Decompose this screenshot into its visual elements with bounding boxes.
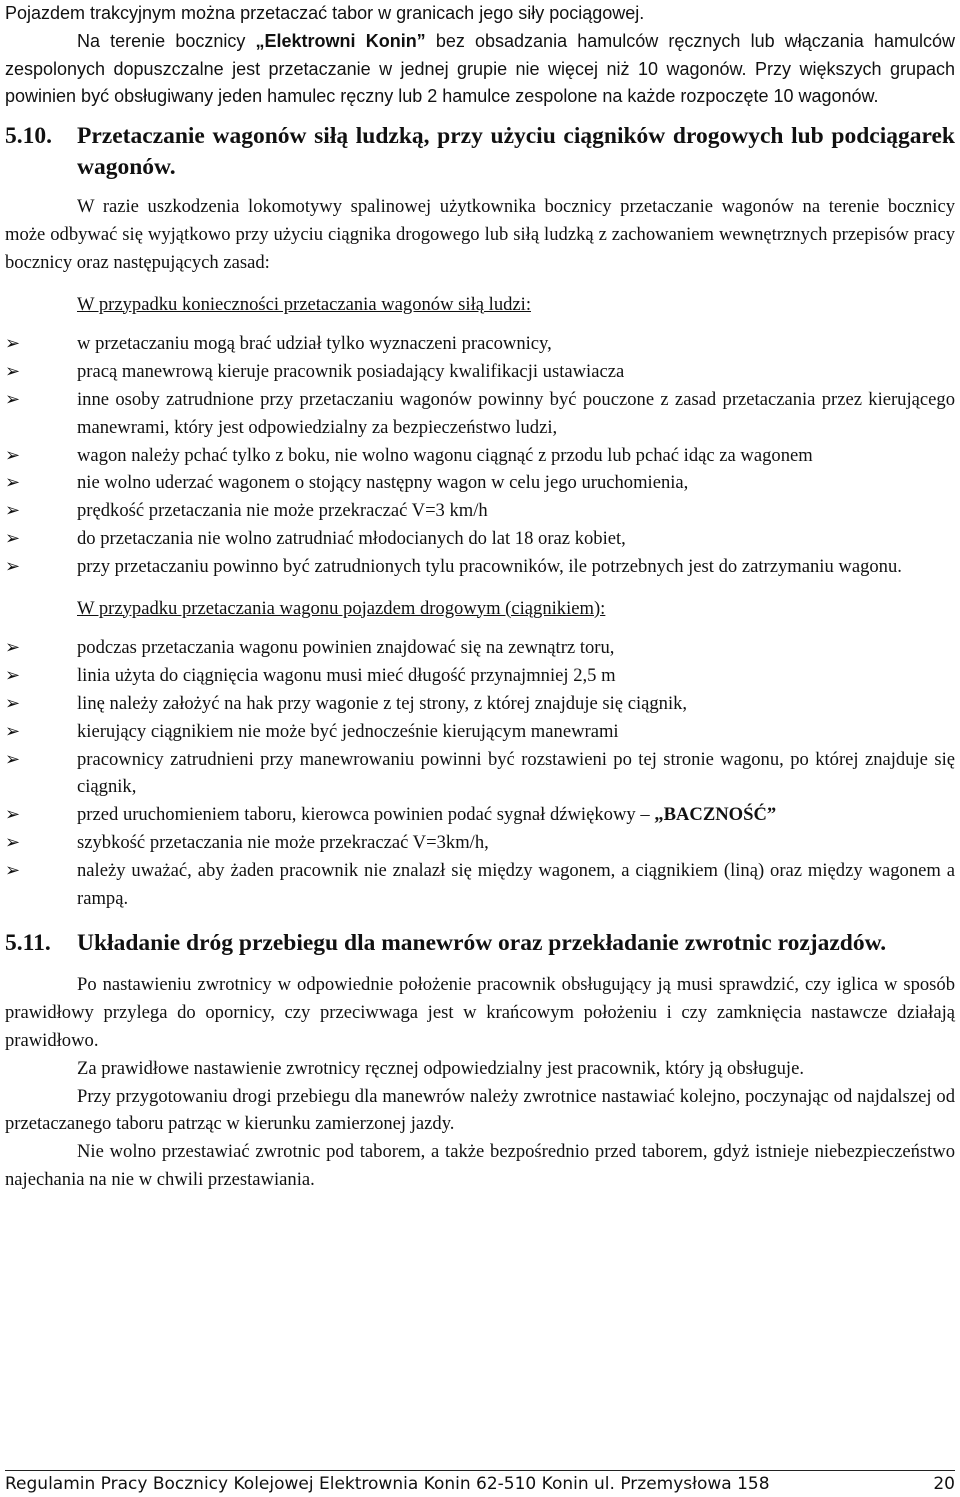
intro-paragraph-2 xyxy=(5,28,955,111)
section-5-11-paragraph: Przy przygotowaniu drogi przebiegu dla manewrów należy zwrotnice nastawiać kolejno, poczynając od najdalszej od przetaczanego taboru patrząc w kierunku zamierzonej jazdy. xyxy=(5,1085,955,1135)
arrowhead-bullet-icon: ➢ xyxy=(5,692,21,714)
list-item: ➢ należy uważać, aby żaden pracownik nie znalazł się między wagonem, a ciągnikiem (liną) oraz między wagonem a rampą. xyxy=(5,857,955,913)
arrowhead-bullet-icon: ➢ xyxy=(5,804,21,826)
section-5-11-heading xyxy=(5,928,955,959)
list-item: ➢ pracownicy zatrudnieni przy manewrowaniu powinni być rozstawieni po tej stronie wagonu, po której znajduje się ciągnik, xyxy=(5,746,955,802)
subhead-manual-pushing: W przypadku konieczności przetaczania wagonów siłą ludzi: xyxy=(77,293,531,315)
list-item: ➢ nie wolno uderzać wagonem o stojący następny wagon w celu jego uruchomienia, xyxy=(5,469,955,497)
arrowhead-bullet-icon: ➢ xyxy=(5,472,21,494)
section-5-11-title: Układanie dróg przebiegu dla manewrów oraz przekładanie zwrotnic rozjazdów. xyxy=(77,930,887,957)
footer-text: Regulamin Pracy Bocznicy Kolejowej Elektrownia Konin 62-510 Konin ul. Przemysłowa 158 xyxy=(5,1474,770,1494)
list-item: ➢ do przetaczania nie wolno zatrudniać młodocianych do lat 18 oraz kobiet, xyxy=(5,525,955,553)
arrowhead-bullet-icon: ➢ xyxy=(5,831,21,853)
list-item: ➢ prędkość przetaczania nie może przekraczać V=3 km/h xyxy=(5,497,955,525)
arrowhead-bullet-icon: ➢ xyxy=(5,333,21,355)
list-item: ➢ przed uruchomieniem taboru, kierowca powinien podać sygnał dźwiękowy – „BACZNOŚĆ” xyxy=(5,801,955,829)
list-item: ➢ inne osoby zatrudnione przy przetaczaniu wagonów powinny być pouczone z zasad przetaczania przez kierującego manewrami, który jest odpowiedzialny za bezpieczeństwo ludzi, xyxy=(5,386,955,442)
section-5-11-paragraph: Po nastawieniu zwrotnicy w odpowiednie położenie pracownik obsługujący ją musi sprawdzić, czy iglica w sposób prawidłowy przylega do opornicy, czy przeciwwaga jest w krańcowym położeniu i czy zamknięcia nastawcze działają prawidłowo. xyxy=(5,974,955,1051)
section-5-10-heading xyxy=(5,121,955,183)
list-item: ➢ podczas przetaczania wagonu powinien znajdować się na zewnątrz toru, xyxy=(5,634,955,662)
intro-p2-text-rest: bez obsadzania hamulców ręcznych lub włączania hamulców zespolonych dopuszczalne jest przetaczanie w jednej grupie nie więcej niż 10 wagonów. Przy większych grupach powinien być obsługiwany jeden hamulec ręczny lub 2 hamulce zespolone na każde rozpoczęte 10 wagonów. xyxy=(5,30,955,107)
section-5-11-body xyxy=(5,971,955,1193)
list-item: ➢ linia użyta do ciągnięcia wagonu musi mieć długość przynajmniej 2,5 m xyxy=(5,662,955,690)
arrowhead-bullet-icon: ➢ xyxy=(5,388,21,410)
section-5-10-title: Przetaczanie wagonów siłą ludzką, przy użyciu ciągników drogowych lub podciągarek wagonów. xyxy=(77,123,955,181)
arrowhead-bullet-icon: ➢ xyxy=(5,720,21,742)
list-manual-pushing xyxy=(5,330,955,580)
intro-p2-bold-name: „Elektrowni Konin” xyxy=(255,30,426,51)
list-item: ➢ wagon należy pchać tylko z boku, nie wolno wagonu ciągnąć z przodu lub pchać idąc za wagonem xyxy=(5,442,955,470)
arrowhead-bullet-icon: ➢ xyxy=(5,527,21,549)
section-5-11-paragraph: Za prawidłowe nastawienie zwrotnicy ręcznej odpowiedzialny jest pracownik, który ją obsługuje. xyxy=(77,1057,804,1079)
list-item: ➢ linę należy założyć na hak przy wagonie z tej strony, z której znajduje się ciągnik, xyxy=(5,690,955,718)
list-road-vehicle xyxy=(5,634,955,912)
list-item: ➢ kierujący ciągnikiem nie może być jednocześnie kierującym manewrami xyxy=(5,718,955,746)
section-5-11-paragraph: Nie wolno przestawiać zwrotnic pod taborem, a także bezpośrednio przed taborem, gdyż istnieje niebezpieczeństwo najechania na nie w chwili przestawiania. xyxy=(5,1141,955,1190)
signal-baczno-bold: „BACZNOŚĆ” xyxy=(654,804,777,826)
page-footer xyxy=(5,1470,955,1495)
intro-paragraph-1: Pojazdem trakcyjnym można przetaczać tabor w granicach jego siły pociągowej. xyxy=(5,3,645,23)
section-5-11-number: 5.11. xyxy=(5,930,51,957)
intro-p2-text: Na terenie bocznicy xyxy=(77,30,256,51)
document-page xyxy=(5,0,955,1194)
arrowhead-bullet-icon: ➢ xyxy=(5,555,21,577)
page-number: 20 xyxy=(933,1474,955,1494)
arrowhead-bullet-icon: ➢ xyxy=(5,361,21,383)
list-item: ➢ przy przetaczaniu powinno być zatrudnionych tylu pracowników, ile potrzebnych jest do zatrzymaniu wagonu. xyxy=(5,553,955,581)
section-5-10-number: 5.10. xyxy=(5,123,52,150)
arrowhead-bullet-icon: ➢ xyxy=(5,748,21,770)
arrowhead-bullet-icon: ➢ xyxy=(5,665,21,687)
list-item: ➢ pracą manewrową kieruje pracownik posiadający kwalifikacji ustawiacza xyxy=(5,358,955,386)
arrowhead-bullet-icon: ➢ xyxy=(5,500,21,522)
arrowhead-bullet-icon: ➢ xyxy=(5,637,21,659)
section-5-10-intro: W razie uszkodzenia lokomotywy spalinowej użytkownika bocznicy przetaczanie wagonów na terenie bocznicy może odbywać się wyjątkowo przy użyciu ciągnika drogowego lub siłą ludzką z zachowaniem wewnętrznych przepisów pracy bocznicy oraz następujących zasad: xyxy=(5,196,955,273)
list-item: ➢ w przetaczaniu mogą brać udział tylko wyznaczeni pracownicy, xyxy=(5,330,955,358)
list-item: ➢ szybkość przetaczania nie może przekraczać V=3km/h, xyxy=(5,829,955,857)
subhead-road-vehicle: W przypadku przetaczania wagonu pojazdem drogowym (ciągnikiem): xyxy=(77,597,606,619)
arrowhead-bullet-icon: ➢ xyxy=(5,444,21,466)
arrowhead-bullet-icon: ➢ xyxy=(5,859,21,881)
